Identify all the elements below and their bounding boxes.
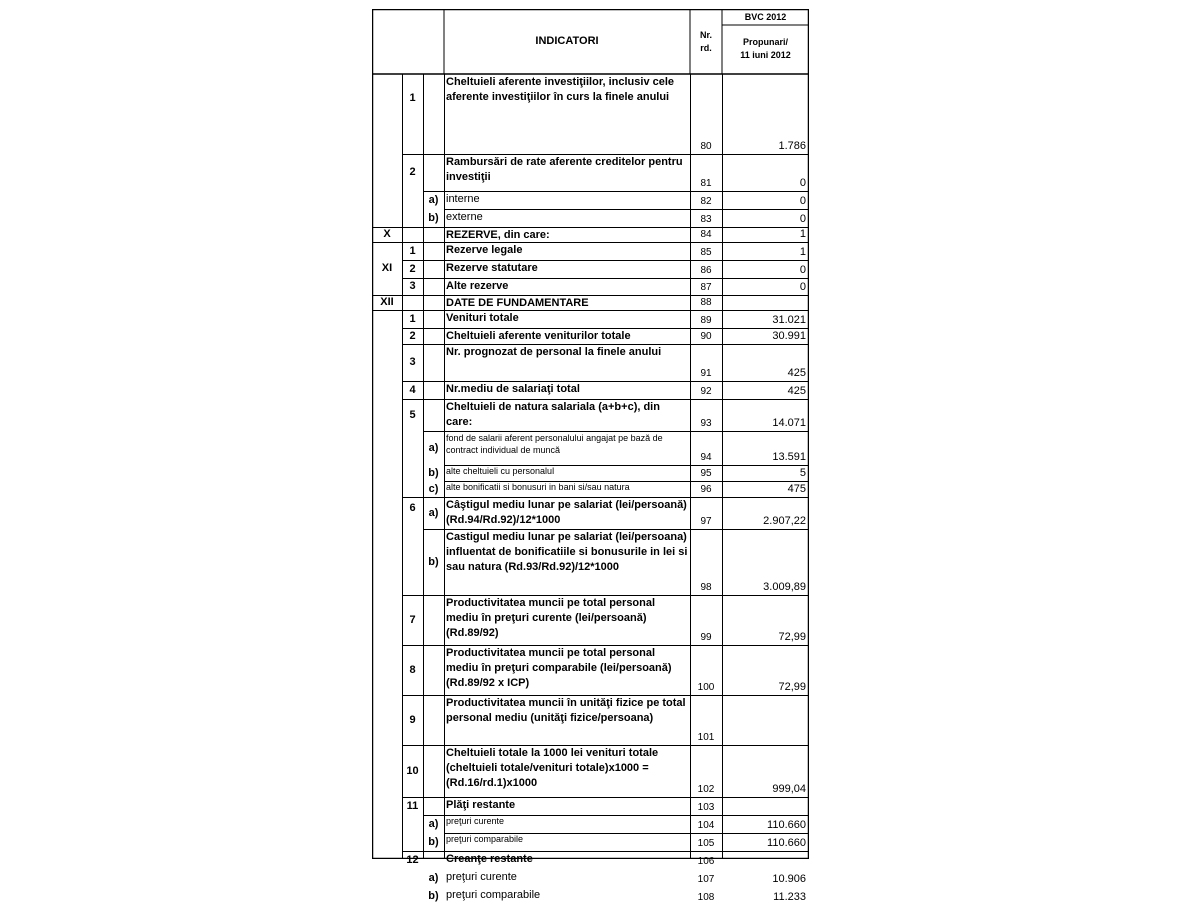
- value-cell: 1: [799, 228, 806, 240]
- row-number: 2: [409, 166, 416, 178]
- row-number: 12: [406, 853, 419, 866]
- indicator-label: preţuri curente: [446, 816, 505, 826]
- row-code: 82: [700, 196, 712, 207]
- row-subletter: b): [428, 889, 439, 902]
- row-code: 86: [700, 265, 712, 276]
- roman-numeral: XII: [380, 296, 394, 308]
- indicator-label: preţuri comparabile: [446, 834, 524, 844]
- row-subletter: a): [428, 871, 439, 884]
- indicator-label: preţuri comparabile: [446, 889, 541, 901]
- indicator-label: Castigul mediu lunar pe salariat (lei/persoana) influentat de bonificatiile si bonusurile in lei si sau natura (Rd.93/Rd.92)/12*1000: [446, 531, 688, 573]
- row-number: 8: [409, 663, 416, 676]
- indicator-label: Productivitatea muncii pe total personal mediu în preţuri comparabile (lei/persoană)(Rd.89/92 x ICP): [446, 647, 672, 689]
- value-cell: 425: [787, 385, 806, 397]
- row-code: 85: [700, 247, 712, 258]
- value-cell: 30.991: [772, 330, 806, 342]
- indicator-label: Cheltuieli de natura salariala (a+b+c), din care:: [446, 401, 660, 428]
- row-code: 83: [700, 214, 712, 225]
- indicator-label: Nr.mediu de salariaţi total: [446, 383, 580, 395]
- value-cell: 0: [799, 177, 806, 189]
- indicator-label: Alte rezerve: [446, 280, 509, 292]
- row-number: 6: [409, 502, 416, 514]
- row-number: 1: [409, 312, 416, 325]
- row-code: 102: [697, 784, 715, 795]
- financial-table: [372, 9, 809, 903]
- row-number: 2: [409, 262, 416, 275]
- value-cell: 1: [799, 246, 806, 258]
- header-nr-rd: Nr. rd.: [699, 30, 712, 53]
- roman-numeral: X: [383, 228, 391, 240]
- value-cell: 475: [787, 483, 806, 495]
- indicator-label: Creanţe restante: [446, 853, 533, 865]
- row-number: 4: [409, 383, 416, 396]
- row-number: 10: [406, 764, 419, 777]
- indicator-label: alte cheltuieli cu personalul: [446, 466, 555, 476]
- row-code: 91: [700, 368, 712, 379]
- indicator-label: Rambursări de rate aferente creditelor pentru investiţii: [446, 156, 683, 183]
- indicator-label: externe: [446, 211, 483, 223]
- row-code: 107: [697, 874, 715, 885]
- row-number: 3: [409, 280, 416, 292]
- value-cell: 425: [787, 367, 806, 379]
- row-code: 105: [697, 838, 715, 849]
- row-number: 9: [409, 713, 416, 726]
- row-code: 103: [697, 802, 715, 813]
- indicator-label: preţuri curente: [446, 871, 517, 883]
- value-cell: 1.786: [778, 140, 806, 152]
- value-cell: 72,99: [778, 631, 806, 643]
- row-subletter: b): [428, 555, 439, 568]
- row-code: 95: [700, 468, 712, 479]
- value-cell: 999,04: [772, 783, 806, 795]
- header-propunari: Propunari/ 11 iuni 2012: [740, 37, 791, 60]
- indicator-label: alte bonificatii si bonusuri in bani si/sau natura: [446, 482, 630, 492]
- value-cell: 14.071: [772, 417, 806, 429]
- row-code: 84: [700, 229, 712, 240]
- indicator-label: Rezerve legale: [446, 244, 523, 256]
- header-bvc-2012: BVC 2012: [744, 12, 787, 22]
- indicator-label: Cheltuieli totale la 1000 lei venituri totale (cheltuieli totale/venituri totale)x1000 =(Rd.16/rd.1)x1000: [446, 747, 659, 789]
- row-subletter: a): [428, 817, 439, 830]
- row-subletter: a): [428, 441, 439, 454]
- row-code: 93: [700, 418, 712, 429]
- row-code: 99: [700, 632, 712, 643]
- row-code: 106: [697, 856, 715, 867]
- row-code: 81: [700, 178, 712, 189]
- row-code: 94: [700, 452, 712, 463]
- value-cell: 10.906: [772, 873, 806, 885]
- row-code: 90: [700, 331, 712, 342]
- row-code: 89: [700, 315, 712, 326]
- row-number: 2: [409, 329, 416, 342]
- row-code: 97: [700, 516, 712, 527]
- value-cell: 0: [799, 264, 806, 276]
- row-number: 1: [409, 244, 416, 257]
- row-code: 80: [700, 141, 712, 152]
- row-code: 100: [697, 682, 715, 693]
- value-cell: 3.009,89: [763, 581, 806, 593]
- indicator-label: Productivitatea muncii pe total personal mediu în preţuri curente (lei/persoană)(Rd.89/92): [446, 597, 656, 639]
- value-cell: 0: [799, 213, 806, 225]
- row-number: 7: [409, 613, 416, 626]
- indicator-label: interne: [446, 193, 480, 205]
- indicator-label: Cheltuieli aferente investiţiilor, inclusiv cele aferente investiţiilor în curs la finele anului: [446, 76, 675, 103]
- indicator-label: Venituri totale: [446, 312, 519, 324]
- row-code: 108: [697, 892, 715, 903]
- header-indicatori: INDICATORI: [535, 35, 599, 47]
- row-code: 96: [700, 484, 712, 495]
- value-cell: 31.021: [772, 314, 806, 326]
- indicator-label: Nr. prognozat de personal la finele anului: [446, 346, 662, 358]
- value-cell: 0: [799, 281, 806, 293]
- row-subletter: b): [428, 835, 439, 848]
- value-cell: 2.907,22: [763, 515, 806, 527]
- row-number: 1: [409, 92, 416, 104]
- value-cell: 13.591: [772, 451, 806, 463]
- indicator-label: Câştigul mediu lunar pe salariat (lei/persoană) (Rd.94/Rd.92)/12*1000: [446, 499, 687, 526]
- row-subletter: b): [428, 466, 439, 479]
- row-code: 88: [700, 297, 712, 308]
- indicator-label: Plăţi restante: [446, 799, 516, 811]
- value-cell: 110.660: [767, 819, 806, 831]
- indicator-label: Cheltuieli aferente veniturilor totale: [446, 330, 631, 342]
- indicator-label: REZERVE, din care:: [446, 229, 550, 241]
- row-subletter: c): [428, 482, 439, 495]
- row-code: 92: [700, 386, 712, 397]
- indicator-label: Productivitatea muncii în unităţi fizice pe total personal mediu (unităţi fizice/persoana): [446, 697, 686, 724]
- row-number: 3: [409, 356, 416, 368]
- row-subletter: b): [428, 211, 439, 224]
- row-subletter: a): [428, 193, 439, 206]
- value-cell: 72,99: [778, 681, 806, 693]
- value-cell: 110.660: [767, 837, 806, 849]
- value-cell: 5: [799, 467, 806, 479]
- row-code: 87: [700, 282, 712, 293]
- row-subletter: a): [428, 506, 439, 519]
- value-cell: 11.233: [773, 891, 806, 903]
- indicator-label: Rezerve statutare: [446, 262, 538, 274]
- roman-numeral: XI: [381, 262, 393, 274]
- row-number: 5: [409, 408, 416, 421]
- indicator-label: DATE DE FUNDAMENTARE: [446, 297, 589, 309]
- row-number: 11: [406, 799, 419, 812]
- row-code: 101: [697, 732, 715, 743]
- row-code: 104: [697, 820, 715, 831]
- row-code: 98: [700, 582, 712, 593]
- indicator-label: fond de salarii aferent personalului angajat pe bază de contract individual de muncă: [446, 433, 663, 455]
- value-cell: 0: [799, 195, 806, 207]
